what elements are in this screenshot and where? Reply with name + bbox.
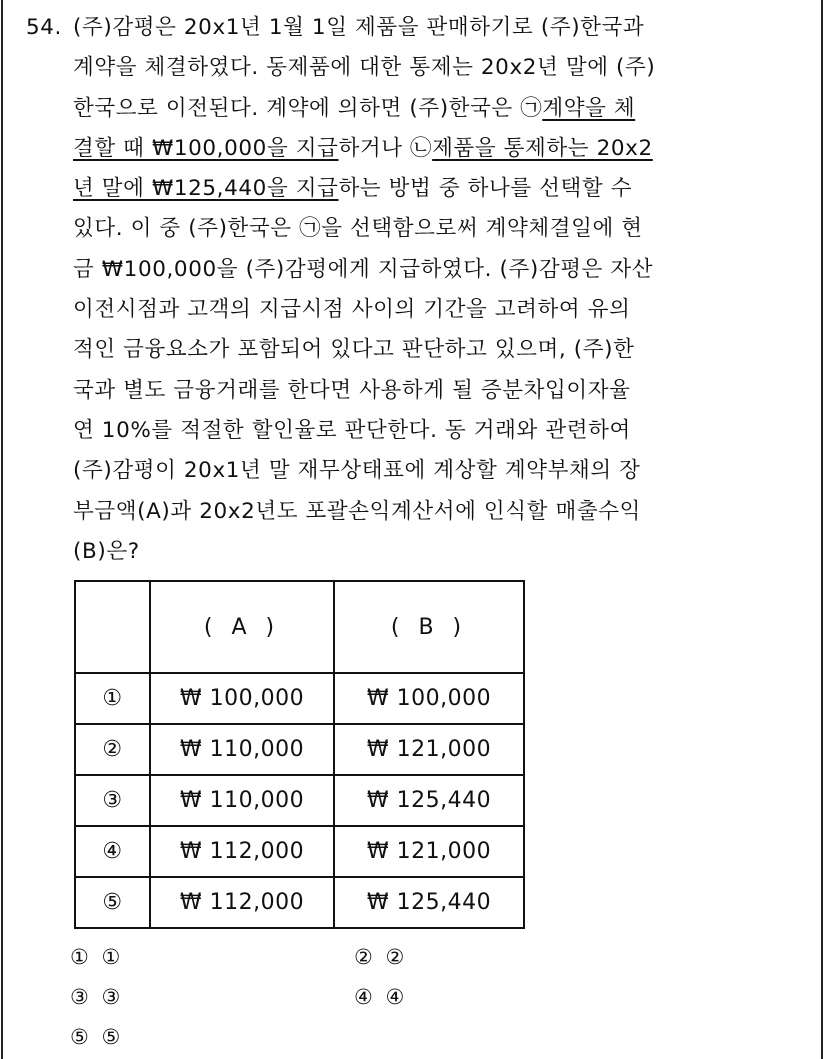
table-cell-a: ₩ 110,000 xyxy=(150,775,334,826)
table-cell-marker: ⑤ xyxy=(75,877,150,928)
table-cell-a: ₩ 100,000 xyxy=(150,673,334,724)
table-header-row xyxy=(75,581,524,673)
table-cell-marker: ③ xyxy=(75,775,150,826)
question-text xyxy=(26,8,786,572)
options-table xyxy=(74,580,525,929)
question-line xyxy=(26,411,786,451)
table-header-a: ( A ) xyxy=(150,581,334,673)
answer-choice-1[interactable] xyxy=(70,945,123,969)
question-number: 54. xyxy=(26,15,62,40)
table-cell-a: ₩ 112,000 xyxy=(150,877,334,928)
answer-label: ② xyxy=(385,945,408,969)
table-row xyxy=(75,877,524,928)
table-cell-marker: ① xyxy=(75,673,150,724)
question-line xyxy=(26,290,786,330)
underlined-text-segment: 년 말에 ₩125,440을 지급 xyxy=(73,176,339,202)
answer-label: ③ xyxy=(101,985,124,1009)
table-row xyxy=(75,775,524,826)
answer-marker: ① xyxy=(70,945,92,969)
question-text-segment: 적인 금융요소가 포함되어 있다고 판단하고 있으며, (주)한 xyxy=(73,337,635,363)
question-text-segment: 금 ₩100,000을 (주)감평에게 지급하였다. (주)감평은 자산 xyxy=(73,256,654,282)
question-line xyxy=(26,492,786,532)
table-cell-a: ₩ 112,000 xyxy=(150,826,334,877)
question-line xyxy=(26,250,786,290)
answer-label: ⑤ xyxy=(101,1025,124,1049)
table-row xyxy=(75,826,524,877)
question-line xyxy=(26,451,786,491)
question-text-segment: 연 10%를 적절한 할인율로 판단한다. 동 거래와 관련하여 xyxy=(73,417,631,443)
table-cell-b: ₩ 121,000 xyxy=(334,724,524,775)
underlined-text-segment: 제품을 통제하는 20x2 xyxy=(432,135,653,161)
table-cell-b: ₩ 125,440 xyxy=(334,775,524,826)
underlined-text-segment: 결할 때 ₩100,000을 지급 xyxy=(73,135,339,161)
question-text-segment: 국과 별도 금융거래를 한다면 사용하게 될 증분차입이자율 xyxy=(73,377,631,403)
table-cell-marker: ④ xyxy=(75,826,150,877)
question-line xyxy=(26,89,786,129)
question-line xyxy=(26,48,786,88)
table-cell-b: ₩ 100,000 xyxy=(334,673,524,724)
answer-choice-2[interactable] xyxy=(354,945,407,969)
underlined-text-segment: 계약을 체 xyxy=(542,95,636,121)
table-cell-b: ₩ 121,000 xyxy=(334,826,524,877)
question-text-segment: 이전시점과 고객의 지급시점 사이의 기간을 고려하여 유의 xyxy=(73,297,631,323)
table-row xyxy=(75,673,524,724)
answer-marker: ⑤ xyxy=(70,1025,92,1049)
table-cell-marker: ② xyxy=(75,724,150,775)
table-header-b: ( B ) xyxy=(334,581,524,673)
question-text-segment: 한국으로 이전된다. 계약에 의하면 (주)한국은 ㉠ xyxy=(73,95,543,121)
answer-choice-5[interactable] xyxy=(70,1025,123,1049)
answer-choice-3[interactable] xyxy=(70,985,123,1009)
table-cell-a: ₩ 110,000 xyxy=(150,724,334,775)
question-line xyxy=(26,169,786,209)
answer-label: ① xyxy=(101,945,124,969)
question-line xyxy=(26,209,786,249)
answer-marker: ② xyxy=(354,945,376,969)
question-text-segment: 계약을 체결하였다. 동제품에 대한 통제는 20x2년 말에 (주) xyxy=(73,55,656,81)
table-header-cell xyxy=(75,581,150,673)
answer-choice-4[interactable] xyxy=(354,985,407,1009)
question-text-segment: 부금액(A)과 20x2년도 포괄손익계산서에 인식할 매출수익 xyxy=(73,498,641,524)
question-line xyxy=(26,8,786,48)
answer-marker: ③ xyxy=(70,985,92,1009)
question-text-segment: 있다. 이 중 (주)한국은 ㉠을 선택함으로써 계약체결일에 현 xyxy=(73,216,643,242)
answer-label: ④ xyxy=(385,985,408,1009)
answer-marker: ④ xyxy=(354,985,376,1009)
question-text-segment: 하는 방법 중 하나를 선택할 수 xyxy=(338,176,633,202)
table-row xyxy=(75,724,524,775)
question-line xyxy=(26,532,786,572)
question-text-segment: (B)은? xyxy=(73,538,140,564)
question-line xyxy=(26,129,786,169)
table-cell-b: ₩ 125,440 xyxy=(334,877,524,928)
question-line xyxy=(26,371,786,411)
question-text-segment: (주)감평이 20x1년 말 재무상태표에 계상할 계약부채의 장 xyxy=(73,458,641,484)
question-text-segment: (주)감평은 20x1년 1월 1일 제품을 판매하기로 (주)한국과 xyxy=(73,15,645,40)
question-line xyxy=(26,330,786,370)
question-text-segment: 하거나 ㉡ xyxy=(338,135,433,161)
